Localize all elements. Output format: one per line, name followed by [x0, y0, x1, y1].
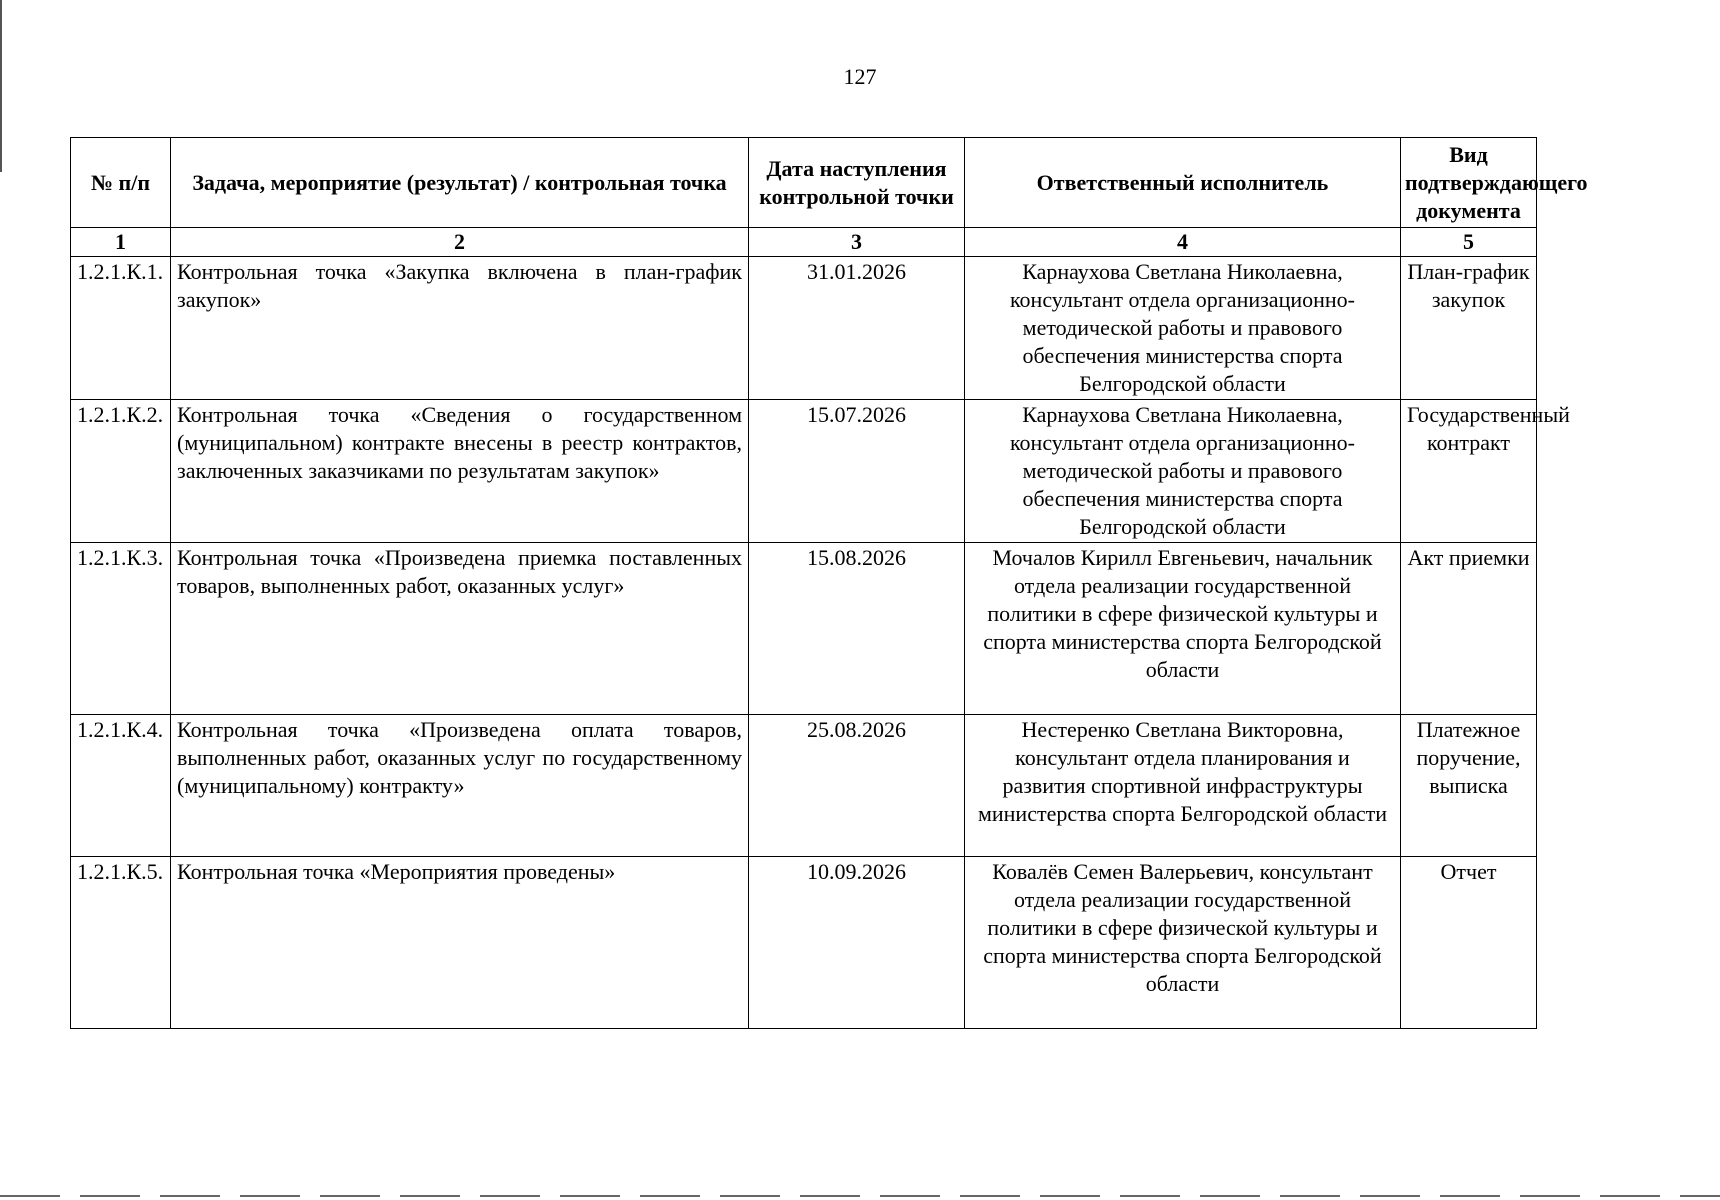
page-number: 127 [843, 64, 877, 89]
table-row [71, 257, 1537, 400]
date-cell: 25.08.2026 [749, 715, 965, 857]
responsible-cell: Нестеренко Светлана Викторовна, консультант отдела планирования и развития спортивной инфраструктуры министерства спорта Белгородской области [965, 715, 1401, 857]
column-number: 3 [749, 228, 965, 257]
date-cell: 10.09.2026 [749, 857, 965, 1029]
document-cell: Государственный контракт [1401, 400, 1537, 543]
responsible-cell: Карнаухова Светлана Николаевна, консультант отдела организационно-методической работы и правового обеспечения министерства спорта Белгородской области [965, 257, 1401, 400]
column-number: 5 [1401, 228, 1537, 257]
date-cell: 31.01.2026 [749, 257, 965, 400]
column-number-row [71, 228, 1537, 257]
document-cell: Платежное поручение, выписка [1401, 715, 1537, 857]
scan-bottom-edge [0, 1195, 1720, 1197]
table-row [71, 400, 1537, 543]
row-number: 1.2.1.К.4. [71, 715, 171, 857]
column-number: 1 [71, 228, 171, 257]
table-header-row [71, 138, 1537, 228]
header-responsible: Ответственный исполнитель [965, 138, 1401, 228]
column-number: 4 [965, 228, 1401, 257]
date-cell: 15.08.2026 [749, 543, 965, 715]
task-cell: Контрольная точка «Произведена оплата товаров, выполненных работ, оказанных услуг по государственному (муниципальному) контракту» [171, 715, 749, 857]
document-cell: Отчет [1401, 857, 1537, 1029]
row-number: 1.2.1.К.1. [71, 257, 171, 400]
column-number: 2 [171, 228, 749, 257]
document-cell: Акт приемки [1401, 543, 1537, 715]
document-cell: План-график закупок [1401, 257, 1537, 400]
table-row [71, 715, 1537, 857]
responsible-cell: Ковалёв Семен Валерьевич, консультант отдела реализации государственной политики в сфере физической культуры и спорта министерства спорта Белгородской области [965, 857, 1401, 1029]
control-points-table [70, 137, 1588, 1029]
task-cell: Контрольная точка «Сведения о государственном (муниципальном) контракте внесены в реестр контрактов, заключенных заказчиками по результатам закупок» [171, 400, 749, 543]
table-row [71, 543, 1537, 715]
row-number: 1.2.1.К.2. [71, 400, 171, 543]
header-document: Вид подтверждающего документа [1401, 138, 1537, 228]
header-number: № п/п [71, 138, 171, 228]
task-cell: Контрольная точка «Мероприятия проведены» [171, 857, 749, 1029]
task-cell: Контрольная точка «Закупка включена в план-график закупок» [171, 257, 749, 400]
header-date: Дата наступления контрольной точки [749, 138, 965, 228]
row-number: 1.2.1.К.5. [71, 857, 171, 1029]
responsible-cell: Карнаухова Светлана Николаевна, консультант отдела организационно-методической работы и правового обеспечения министерства спорта Белгородской области [965, 400, 1401, 543]
task-cell: Контрольная точка «Произведена приемка поставленных товаров, выполненных работ, оказанных услуг» [171, 543, 749, 715]
header-task: Задача, мероприятие (результат) / контрольная точка [171, 138, 749, 228]
table-row [71, 857, 1537, 1029]
date-cell: 15.07.2026 [749, 400, 965, 543]
row-number: 1.2.1.К.3. [71, 543, 171, 715]
responsible-cell: Мочалов Кирилл Евгеньевич, начальник отдела реализации государственной политики в сфере физической культуры и спорта министерства спорта Белгородской области [965, 543, 1401, 715]
